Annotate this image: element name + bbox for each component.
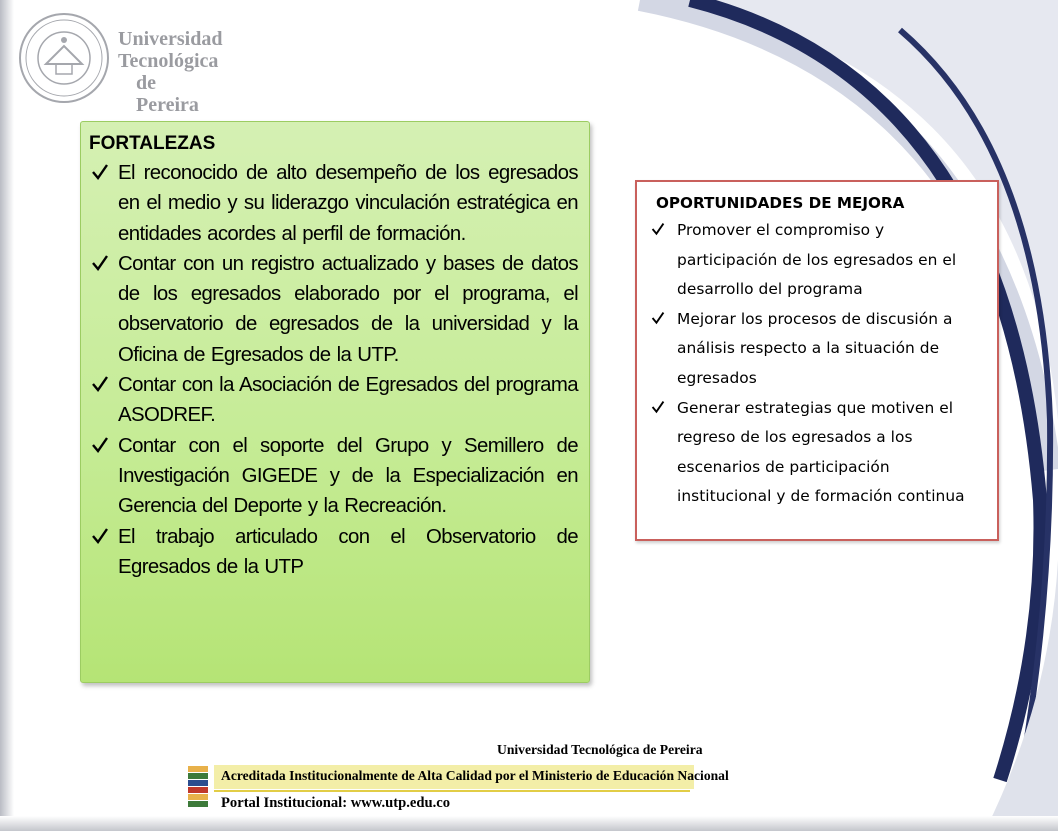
logo-line-2: Tecnológica <box>118 50 219 72</box>
oportunidad-item <box>643 216 987 305</box>
checkmark-icon <box>651 400 665 414</box>
checkmark-icon <box>91 375 109 393</box>
footer-accreditation: Acreditada Institucionalmente de Alta Calidad por el Ministerio de Educación Nacional <box>221 768 729 783</box>
fortaleza-text: Contar con el soporte del Grupo y Semillero de Investigación GIGEDE y de la Especialización en Gerencia del Deporte y la Recreación. <box>118 434 578 518</box>
fortaleza-item <box>89 370 578 431</box>
fortaleza-text: Contar con un registro actualizado y bases de datos de los egresados elaborado por el programa, el observatorio de egresados de la universidad y la Oficina de Egresados de la UTP. <box>118 252 578 366</box>
fortaleza-item <box>89 249 578 370</box>
oportunidad-text: Mejorar los procesos de discusión a análisis respecto a la situación de egresados <box>677 309 953 387</box>
footer-divider <box>214 790 690 792</box>
bottom-edge-shadow <box>0 816 1058 831</box>
university-logo <box>18 12 223 116</box>
footer-stripe-green <box>188 773 208 779</box>
footer-portal-link[interactable]: Portal Institucional: www.utp.edu.co <box>221 795 451 811</box>
fortaleza-item <box>89 431 578 522</box>
footer <box>180 742 729 820</box>
oportunidades-title: OPORTUNIDADES DE MEJORA <box>656 194 905 212</box>
fortalezas-list <box>89 158 578 582</box>
fortaleza-text: El trabajo articulado con el Observatorio de Egresados de la UTP <box>118 525 578 578</box>
checkmark-icon <box>651 222 665 236</box>
checkmark-icon <box>91 527 109 545</box>
footer-stripe-red <box>188 787 208 793</box>
oportunidad-text: Promover el compromiso y participación de los egresados en el desarrollo del programa <box>677 221 957 299</box>
footer-stripe-orange-2 <box>188 794 208 800</box>
fortaleza-item <box>89 522 578 583</box>
oportunidades-list <box>643 216 987 512</box>
fortaleza-text: El reconocido de alto desempeño de los egresados en el medio y su liderazgo vinculación estratégica en entidades acordes al perfil de formación. <box>118 162 578 245</box>
fortaleza-text: Contar con la Asociación de Egresados del programa ASODREF. <box>118 374 578 427</box>
checkmark-icon <box>91 163 109 181</box>
footer-university: Universidad Tecnológica de Pereira <box>497 742 703 757</box>
checkmark-icon <box>651 311 665 325</box>
oportunidad-item <box>643 305 987 394</box>
oportunidad-item <box>643 394 987 512</box>
university-logo-text <box>118 28 222 116</box>
footer-stripe-blue <box>188 780 208 786</box>
university-seal-icon <box>18 12 110 104</box>
fortaleza-item <box>89 158 578 249</box>
footer-stripe-green-2 <box>188 801 208 807</box>
fortalezas-box <box>80 121 590 683</box>
checkmark-icon <box>91 436 109 454</box>
logo-line-3: de Pereira <box>136 72 199 116</box>
fortalezas-title: FORTALEZAS <box>89 133 216 154</box>
oportunidad-text: Generar estrategias que motiven el regreso de los egresados a los escenarios de participación institucional y de formación continua <box>677 398 965 506</box>
logo-line-1: Universidad <box>118 28 223 50</box>
footer-stripe-orange <box>188 766 208 772</box>
oportunidades-box <box>635 180 999 541</box>
checkmark-icon <box>91 254 109 272</box>
